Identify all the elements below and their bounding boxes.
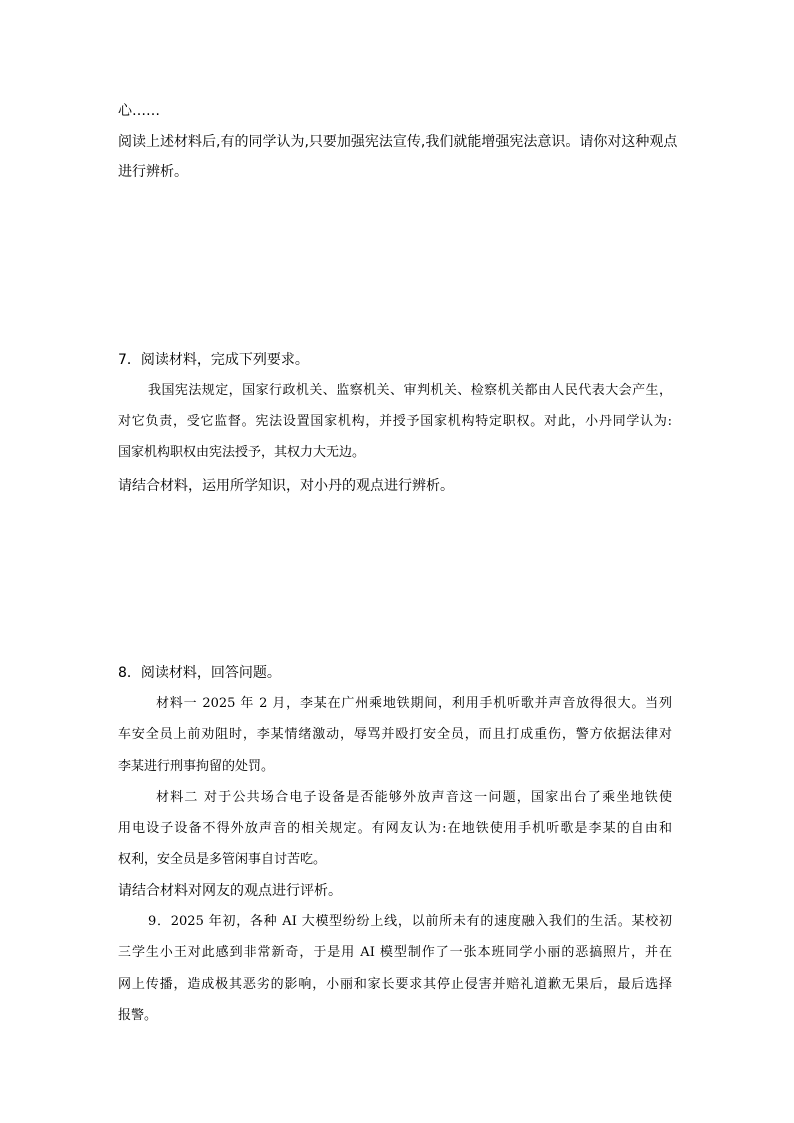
q9-material-line: 9．2025 年初，各种 AI 大模型纷纷上线，以前所未有的速度融入我们的生活。某校初 [148, 914, 672, 929]
q8-material-one-line: 车安全员上前劝阻时，李某情绪激动，辱骂并殴打安全员，而且打成重伤，警方依据法律对 [118, 727, 672, 742]
q8-material-one-line: 李某进行刑事拘留的处罚。 [118, 759, 275, 774]
q9-material-line: 报警。 [118, 1008, 158, 1023]
q9-material-line: 三学生小王对此感到非常新奇，于是用 AI 模型制作了一张本班同学小丽的恶搞照片，并在 [118, 945, 672, 960]
q6-question-line: 进行辨析。 [118, 164, 188, 180]
q8-title: 8．阅读材料，回答问题。 [118, 665, 281, 681]
q6-question-line: 阅读上述材料后,有的同学认为,只要加强宪法宣传,我们就能增强宪法意识。请你对这种观点 [118, 134, 678, 150]
q8-material-two-line: 权利，安全员是多管闲事自讨苦吃。 [118, 852, 327, 867]
q9-material-line: 网上传播，造成极其恶劣的影响，小丽和家长要求其停止侵害并赔礼道歉无果后，最后选择 [118, 977, 672, 992]
q6-material-tail: 心…… [118, 103, 160, 119]
q7-material-line: 对它负责，受它监督。宪法设置国家机构，并授予国家机构特定职权。对此，小丹同学认为: [118, 414, 672, 429]
q8-requirement: 请结合材料对网友的观点进行评析。 [118, 883, 342, 899]
q7-title: 7．阅读材料，完成下列要求。 [118, 352, 309, 368]
q7-material-line: 国家机构职权由宪法授予，其权力大无边。 [118, 445, 366, 460]
q8-material-two-line: 用电设子设备不得外放声音的相关规定。有网友认为:在地铁使用手机听歌是李某的自由和 [118, 821, 672, 836]
q8-material-two-line: 材料二 对于公共场合电子设备是否能够外放声音这一问题，国家出台了乘坐地铁使 [156, 790, 672, 805]
q8-material-one-line: 材料一 2025 年 2 月，李某在广州乘地铁期间，利用手机听歌并声音放得很大。当列 [156, 696, 672, 711]
q7-material-line: 我国宪法规定，国家行政机关、监察机关、审判机关、检察机关都由人民代表大会产生， [148, 383, 672, 398]
q7-requirement: 请结合材料，运用所学知识，对小丹的观点进行辨析。 [118, 478, 454, 494]
